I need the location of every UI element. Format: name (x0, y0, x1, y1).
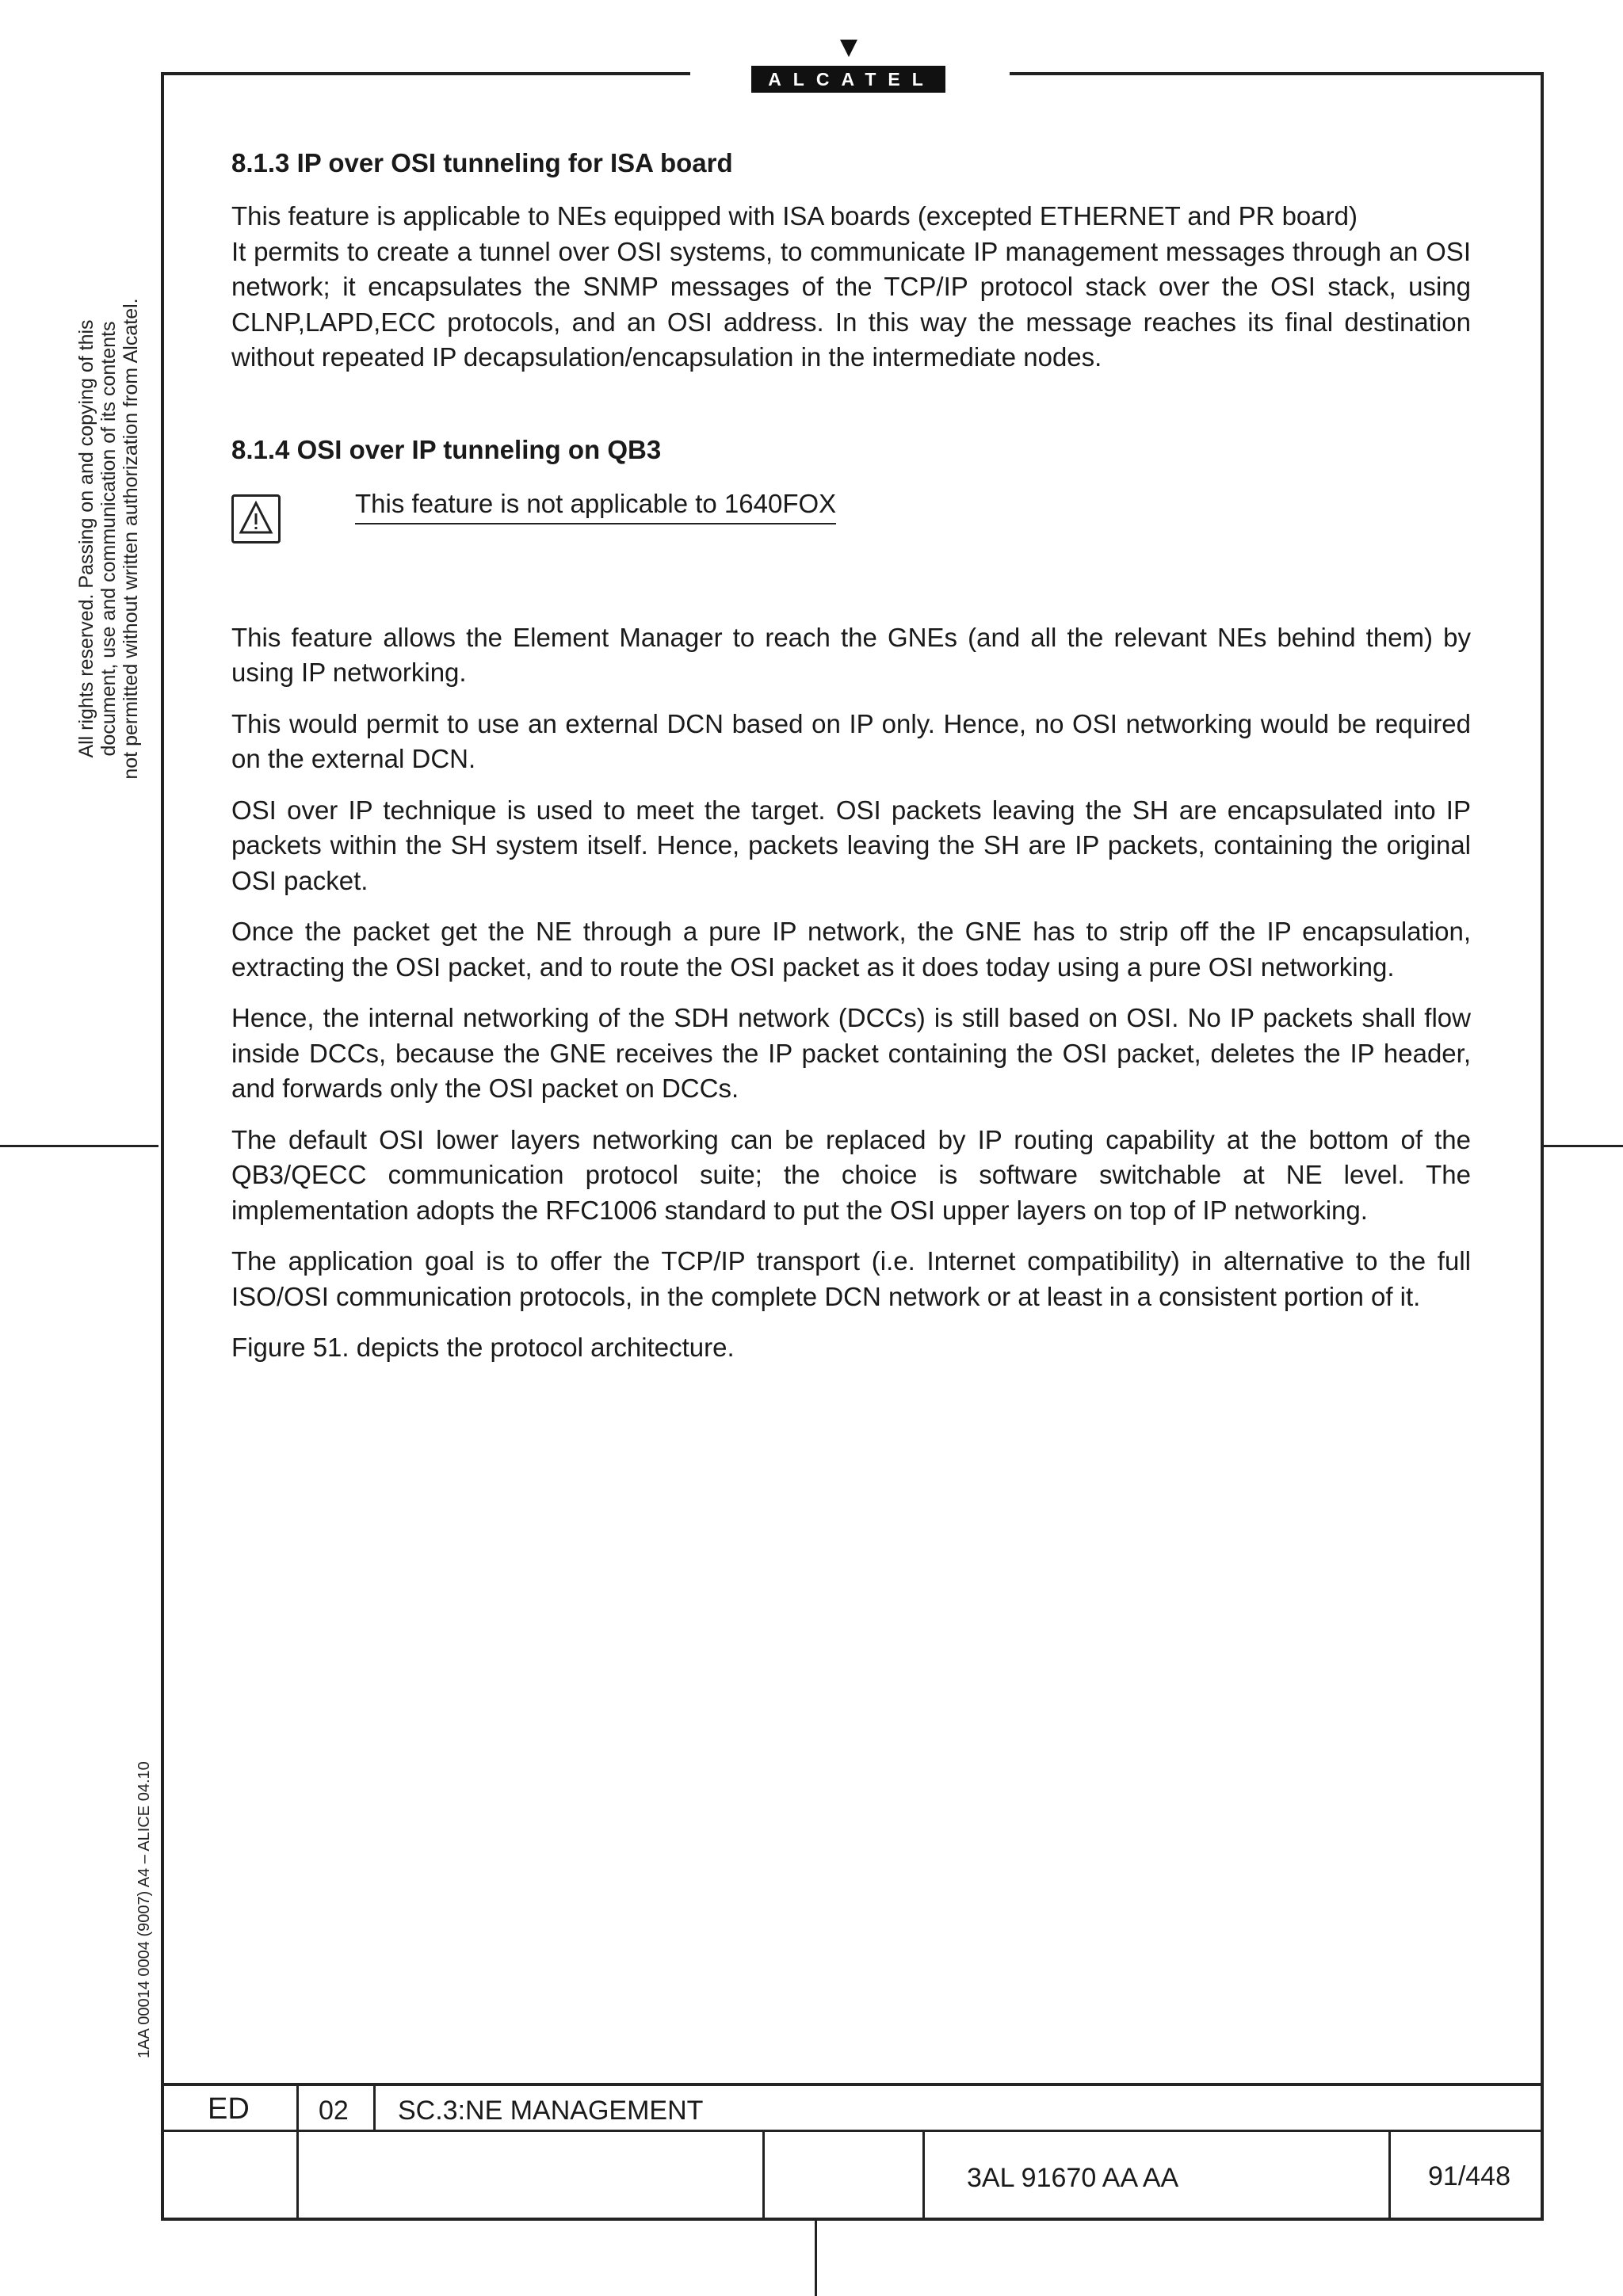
paragraph: Hence, the internal networking of the SDH network (DCCs) is still based on OSI. No IP packets shall flow inside DCCs, because the GNE receives the IP packet containing the OSI packet, deletes the IP header, and forwards only the OSI packet on DCCs. (231, 1003, 1471, 1103)
document-template-code: 1AA 00014 0004 (9007) A4 – ALICE 04.10 (136, 1761, 153, 2058)
footer-row-divider (161, 2130, 1544, 2132)
footer-col-divider (296, 2083, 299, 2219)
section-heading-8-1-4: 8.1.4 OSI over IP tunneling on QB3 (231, 434, 662, 464)
footer-col-divider (922, 2130, 925, 2219)
page-content (231, 147, 1471, 1366)
paragraph: The default OSI lower layers networking can be replaced by IP routing capability at the bottom of the QB3/QECC communication protocol suite; the choice is software switchable at NE level. The implementation adopts the RFC1006 standard to put the OSI upper layers on top of IP networking. (231, 1124, 1471, 1225)
not-applicable-notice (231, 488, 1471, 551)
logo-arrow-icon (840, 40, 857, 57)
frame-top-right-border (1010, 72, 1544, 75)
copyright-line: document, use and communication of its contents (97, 321, 120, 757)
section-8-1-3-body (231, 199, 1471, 376)
paragraph: OSI over IP technique is used to meet the target. OSI packets leaving the SH are encapsulated into IP packets within the SH system itself. Hence, packets leaving the SH are IP packets, containing the original OSI packet. (231, 795, 1471, 895)
frame-top-left-border (161, 72, 690, 75)
paragraph: This feature allows the Element Manager to reach the GNEs (and all the relevant NEs behind them) by using IP networking. (231, 622, 1471, 687)
edition-number: 02 (319, 2096, 349, 2126)
frame-bottom-border (161, 2218, 1544, 2221)
paragraph: It permits to create a tunnel over OSI systems, to communicate IP management messages through an OSI network; it encapsulates the SNMP messages of the TCP/IP protocol stack over the OSI stack, using CLNP,LAPD,ECC protocols, and an OSI address. In this way the message reaches its final destination without repeated IP decapsulation/encapsulation in the intermediate nodes. (231, 236, 1471, 372)
paragraph-line: This feature is applicable to NEs equipped with ISA boards (excepted ETHERNET and PR board) (231, 201, 1358, 231)
footer-col-divider (373, 2083, 376, 2130)
figure-reference: Figure 51. depicts the protocol architecture. (231, 1333, 735, 1362)
footer-col-divider (762, 2130, 765, 2219)
paragraph: The application goal is to offer the TCP/IP transport (i.e. Internet compatibility) in alternative to the full ISO/OSI communication protocols, in the complete DCN network or at least in a consistent portion of it. (231, 1246, 1471, 1311)
copyright-line: not permitted without written authorization from Alcatel. (120, 298, 142, 780)
paragraph: Once the packet get the NE through a pure IP network, the GNE has to strip off the IP encapsulation, extracting the OSI packet, and to route the OSI packet as it does today using a pure OSI networking. (231, 917, 1471, 982)
paragraph: This would permit to use an external DCN based on IP only. Hence, no OSI networking would be required on the external DCN. (231, 708, 1471, 773)
frame-left-border (161, 72, 164, 2221)
document-number: 3AL 91670 AA AA (967, 2163, 1179, 2193)
page-number: 91/448 (1428, 2161, 1510, 2191)
section-8-1-4-body (231, 620, 1471, 1366)
edition-label: ED (208, 2092, 250, 2126)
copyright-notice (75, 261, 142, 816)
section-title: SC.3:NE MANAGEMENT (398, 2096, 704, 2126)
footer-top-border (161, 2083, 1544, 2086)
notice-text: This feature is not applicable to 1640FOX (355, 488, 836, 524)
footer-col-divider (1388, 2130, 1391, 2219)
fold-mark-right (1544, 1145, 1623, 1147)
fold-mark-left (0, 1145, 158, 1147)
fold-mark-bottom (815, 2221, 817, 2296)
section-heading-8-1-3: 8.1.3 IP over OSI tunneling for ISA board (231, 148, 733, 177)
company-logo: ALCATEL (751, 66, 945, 93)
copyright-line: All rights reserved. Passing on and copying of this (75, 319, 97, 758)
warning-icon (231, 494, 281, 543)
